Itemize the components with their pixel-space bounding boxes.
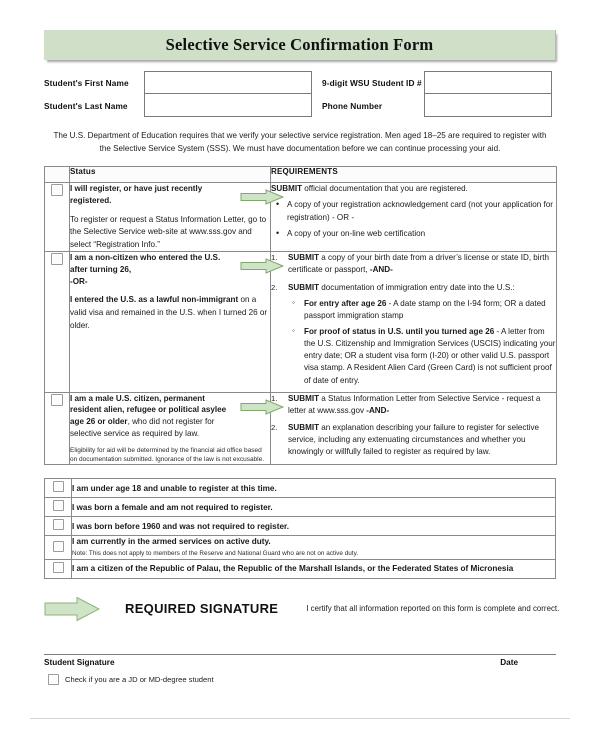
student-info-fields [44, 71, 556, 117]
signature-line[interactable] [44, 654, 556, 655]
status-checkbox-cell-1[interactable] [45, 183, 70, 252]
list-item [45, 517, 556, 536]
requirements-bullets-1 [271, 199, 556, 239]
field-row-2 [44, 94, 556, 117]
exemption-label-3: I was born before 1960 and was not required to register. [72, 521, 290, 531]
status-cell-1 [70, 183, 271, 252]
status-heading2-bold-2: I entered the U.S. as a lawful non-immigrant [70, 295, 239, 305]
subitem-label: For entry after age 26 [304, 298, 387, 308]
exemption-checkbox-3[interactable] [53, 519, 64, 530]
header-status: Status [70, 167, 271, 183]
subitem-label: For proof of status in U.S. until you turned age 26 [304, 326, 495, 336]
submit-text: a copy of your birth date from a driver’s license or state ID, birth certificate or passport, [288, 253, 550, 275]
requirements-list-3 [271, 393, 556, 459]
exemption-text-cell-2 [72, 498, 556, 517]
status-checkbox-3[interactable] [51, 394, 63, 406]
intro-paragraph: The U.S. Department of Education requires that we verify your selective service registration. Men aged 18–25 are required to register with the Selective Service System (SSS). We must have documentation before we can continue processing your aid. [53, 131, 547, 154]
footer-divider [30, 718, 570, 719]
submit-text: a Status Information Letter from Selective Service - request a letter at www.sss.gov [288, 393, 541, 415]
list-item: • A copy of your on-line web certification [287, 228, 556, 240]
student-id-input[interactable] [424, 71, 552, 94]
and-keyword: -AND- [366, 405, 390, 415]
requirements-cell-3 [271, 392, 557, 465]
exemptions-table [44, 478, 556, 578]
list-item [288, 252, 556, 276]
list-item [45, 479, 556, 498]
required-signature-title: REQUIRED SIGNATURE [125, 601, 279, 617]
list-item [304, 298, 556, 322]
exemption-checkbox-cell-3[interactable] [45, 517, 72, 536]
submit-keyword: SUBMIT [288, 393, 320, 403]
status-checkbox-2[interactable] [51, 253, 63, 265]
last-name-input[interactable] [144, 94, 312, 117]
jd-md-row[interactable] [44, 674, 556, 685]
signature-labels [44, 658, 556, 667]
list-item [304, 326, 556, 387]
status-table [44, 166, 557, 465]
student-id-label: 9-digit WSU Student ID # [322, 77, 422, 88]
exemption-checkbox-1[interactable] [53, 481, 64, 492]
submit-keyword: SUBMIT [288, 422, 320, 432]
status-or-2: -OR- [70, 276, 88, 286]
list-item [288, 393, 556, 417]
arrow-right-icon [240, 189, 284, 205]
table-row [45, 252, 557, 392]
exemption-checkbox-2[interactable] [53, 500, 64, 511]
phone-number-input[interactable] [424, 94, 552, 117]
exemption-checkbox-cell-2[interactable] [45, 498, 72, 517]
table-header-row [45, 167, 557, 183]
exemption-label-5: I am a citizen of the Republic of Palau, the Republic of the Marshall Islands, or the Federated States of Micronesia [72, 564, 514, 574]
exemption-note-4: Note: This does not apply to members of the Reserve and National Guard who are not on active duty. [72, 549, 359, 557]
exemption-text-cell-4 [72, 536, 556, 559]
arrow-right-icon [44, 596, 100, 622]
list-item [45, 559, 556, 578]
exemption-checkbox-4[interactable] [53, 541, 64, 552]
requirements-subitems-2 [288, 298, 556, 387]
certification-text: I certify that all information reported on this form is complete and correct. [306, 604, 560, 614]
page-title: Selective Service Confirmation Form [44, 30, 556, 60]
status-heading-1: I will register, or have just recently registered. [70, 184, 203, 205]
last-name-label: Student's Last Name [44, 100, 128, 111]
status-heading2-rest-2: on a valid visa and remained in the U.S. when I turned 26 or older. [70, 295, 268, 330]
exemption-text-cell-5 [72, 559, 556, 578]
table-row [45, 392, 557, 465]
submit-text: documentation of immigration entry date into the U.S.: [319, 282, 515, 292]
status-fineprint-3: Eligibility for aid will be determined by the financial aid office based on documentation submitted. Ignorance of the law is not excusable. [70, 446, 265, 464]
arrow-right-icon [240, 399, 284, 415]
jd-md-checkbox[interactable] [48, 674, 59, 685]
exemption-checkbox-cell-5[interactable] [45, 559, 72, 578]
list-item [45, 536, 556, 559]
requirements-list-2 [271, 252, 556, 386]
field-row-1 [44, 71, 556, 94]
subitem-text: - A date stamp on the I-94 form; OR a dated passport immigration stamp [304, 298, 546, 320]
arrow-right-icon [240, 258, 284, 274]
jd-md-label: Check if you are a JD or MD-degree student [65, 674, 214, 684]
exemption-text-cell-3 [72, 517, 556, 536]
submit-text-1: official documentation that you are registered. [302, 184, 468, 194]
exemption-label-1: I am under age 18 and unable to register at this time. [72, 483, 277, 493]
status-heading-2: I am a non-citizen who entered the U.S. after turning 26, [70, 253, 221, 275]
list-item [288, 282, 556, 387]
submit-keyword: SUBMIT [288, 282, 320, 292]
student-signature-label: Student Signature [44, 657, 115, 667]
phone-number-label: Phone Number [322, 100, 383, 111]
signature-banner [44, 596, 560, 622]
requirements-cell-2 [271, 252, 557, 392]
status-cell-3 [70, 392, 271, 465]
list-item: • A copy of your registration acknowledgement card (not your application for registration) - OR - [287, 199, 556, 223]
table-row [45, 183, 557, 252]
first-name-input[interactable] [144, 71, 312, 94]
exemption-text-cell-1 [72, 479, 556, 498]
status-heading-rest-3: , who did not register for selective service as required by law. [70, 417, 215, 438]
list-item [45, 498, 556, 517]
submit-keyword-1: SUBMIT [271, 184, 303, 194]
submit-text: an explanation describing your failure to register for selective service, including any extenuating circumstances and whether you knowingly or willfully failed to register as required by law. [288, 422, 540, 457]
exemption-checkbox-5[interactable] [53, 562, 64, 573]
first-name-label: Student's First Name [44, 77, 129, 88]
exemption-label-4: I am currently in the armed services on active duty. [72, 537, 271, 547]
status-checkbox-cell-3[interactable] [45, 392, 70, 465]
date-label: Date [500, 657, 518, 667]
status-heading-bold-3: I am a male U.S. citizen, permanent resident alien, refugee or political asylee age 26 or older [70, 393, 227, 427]
exemption-label-2: I was born a female and am not required to register. [72, 502, 273, 512]
requirements-cell-1 [271, 183, 557, 252]
header-requirements: REQUIREMENTS [271, 167, 557, 183]
subitem-text: - A letter from the U.S. Citizenship and Immigration Services (USCIS) indicating your entry date; OR a student visa form (I-20) or other valid U.S. passport visa stamp. A Resident Alien Card (Green Card) is not sufficient proof of date of entry. [304, 326, 556, 385]
header-checkbox-col [45, 167, 70, 183]
status-subtext-1: To register or request a Status Information Letter, go to the Selective Service web-site at www.sss.gov and select “Registration Info.” [70, 214, 267, 249]
exemption-checkbox-cell-1[interactable] [45, 479, 72, 498]
form-sheet [44, 30, 560, 685]
status-checkbox-cell-2[interactable] [45, 252, 70, 392]
status-cell-2 [70, 252, 271, 392]
and-keyword: -AND- [369, 265, 393, 275]
status-checkbox-1[interactable] [51, 184, 63, 196]
list-item [288, 422, 556, 458]
exemption-checkbox-cell-4[interactable] [45, 536, 72, 559]
submit-keyword: SUBMIT [288, 253, 320, 263]
